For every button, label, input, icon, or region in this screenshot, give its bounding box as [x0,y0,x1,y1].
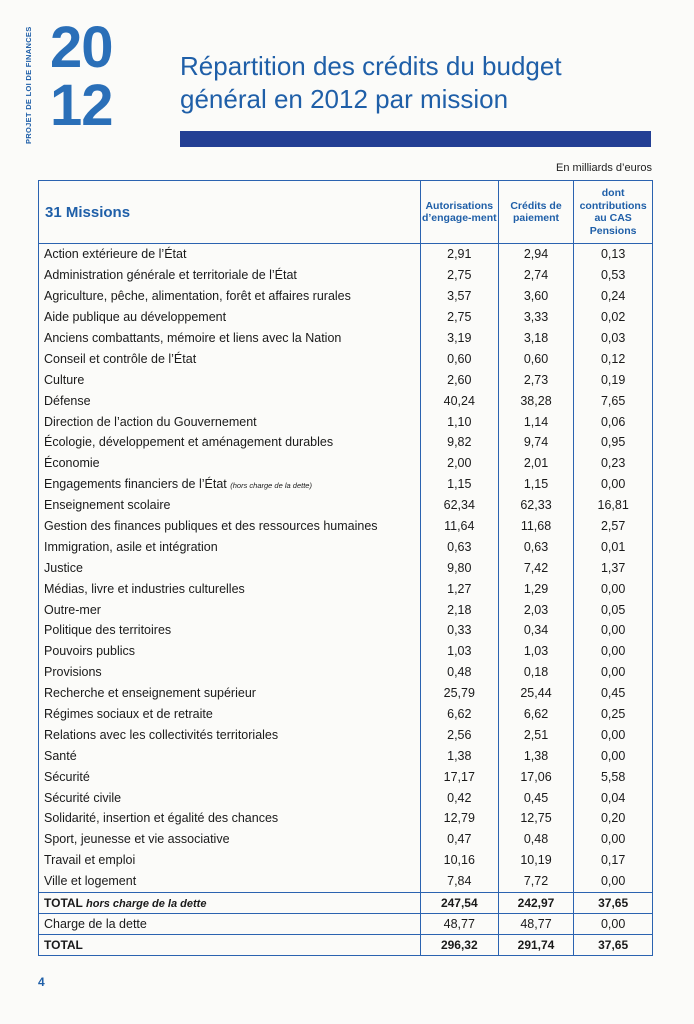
mission-ae: 11,64 [420,516,498,537]
table-row [39,766,653,787]
table-row [39,328,653,349]
mission-cas: 0,00 [574,724,653,745]
mission-cp: 62,33 [498,495,574,516]
title-line-1: Répartition des crédits du budget [180,51,562,81]
mission-cas: 0,12 [574,348,653,369]
total-cas: 37,65 [574,892,653,913]
mission-name: Sécurité civile [44,790,122,805]
mission-cp: 3,60 [498,286,574,307]
charge-cas: 0,00 [574,913,653,934]
mission-cas: 0,00 [574,871,653,892]
mission-ae: 0,60 [420,348,498,369]
mission-cas: 0,53 [574,265,653,286]
mission-ae: 10,16 [420,850,498,871]
title-line-2: général en 2012 par mission [180,84,509,114]
charge-label: Charge de la dette [44,916,147,931]
mission-ae: 1,03 [420,641,498,662]
total-row [39,892,653,913]
mission-cp: 1,29 [498,578,574,599]
mission-ae: 6,62 [420,704,498,725]
mission-label [39,307,421,328]
mission-name: Provisions [44,665,102,680]
mission-name: Pouvoirs publics [44,644,136,659]
mission-label [39,871,421,892]
grand-total-label: TOTAL [39,934,421,955]
mission-cas: 0,23 [574,453,653,474]
mission-name: Enseignement scolaire [44,498,171,513]
mission-cas: 1,37 [574,557,653,578]
mission-cas: 0,17 [574,850,653,871]
mission-cp: 0,48 [498,829,574,850]
mission-name: Solidarité, insertion et égalité des chances [44,811,279,826]
mission-cas: 0,00 [574,745,653,766]
mission-cp: 17,06 [498,766,574,787]
mission-name: Médias, livre et industries culturelles [44,581,245,596]
table-row [39,432,653,453]
mission-cas: 0,06 [574,411,653,432]
mission-ae: 1,15 [420,474,498,495]
mission-cas: 0,24 [574,286,653,307]
mission-cas: 0,95 [574,432,653,453]
mission-name: Défense [44,393,91,408]
mission-label [39,265,421,286]
mission-cp: 7,42 [498,557,574,578]
total-cp: 242,97 [498,892,574,913]
mission-label [39,432,421,453]
mission-ae: 0,47 [420,829,498,850]
mission-cas: 0,04 [574,787,653,808]
total-ae: 247,54 [420,892,498,913]
mission-cas: 7,65 [574,390,653,411]
table-row [39,704,653,725]
table-row [39,871,653,892]
table-row [39,662,653,683]
mission-ae: 7,84 [420,871,498,892]
header-missions: 31 Missions [39,181,421,244]
mission-label [39,745,421,766]
mission-cp: 2,94 [498,244,574,265]
mission-cas: 2,57 [574,516,653,537]
mission-label [39,348,421,369]
mission-ae: 3,19 [420,328,498,349]
mission-cp: 10,19 [498,850,574,871]
mission-label [39,495,421,516]
mission-cas: 0,01 [574,536,653,557]
mission-name: Écologie, développement et aménagement durables [44,435,334,450]
mission-label [39,808,421,829]
charge-cp: 48,77 [498,913,574,934]
mission-cp: 7,72 [498,871,574,892]
header-cp: Crédits de paiement [498,181,574,244]
mission-cp: 2,03 [498,599,574,620]
mission-cp: 6,62 [498,704,574,725]
mission-name: Immigration, asile et intégration [44,539,218,554]
mission-label [39,704,421,725]
mission-label [39,787,421,808]
page-title [180,50,660,116]
table-row [39,348,653,369]
title-underline-bar [180,131,651,147]
mission-name: Ville et logement [44,874,137,889]
mission-label [39,724,421,745]
total-label [39,892,421,913]
mission-cp: 0,60 [498,348,574,369]
table-row [39,244,653,265]
mission-cp: 1,38 [498,745,574,766]
mission-cas: 16,81 [574,495,653,516]
mission-cp: 2,73 [498,369,574,390]
mission-cp: 0,34 [498,620,574,641]
mission-ae: 0,63 [420,536,498,557]
mission-label [39,641,421,662]
mission-cp: 1,03 [498,641,574,662]
mission-cas: 0,13 [574,244,653,265]
mission-cas: 0,25 [574,704,653,725]
mission-label [39,829,421,850]
mission-cp: 11,68 [498,516,574,537]
mission-label [39,578,421,599]
mission-name: Politique des territoires [44,623,172,638]
mission-ae: 0,33 [420,620,498,641]
mission-name: Économie [44,456,100,471]
mission-ae: 2,75 [420,265,498,286]
mission-cp: 1,14 [498,411,574,432]
table-row [39,724,653,745]
table-row [39,390,653,411]
mission-cas: 0,03 [574,328,653,349]
mission-name: Agriculture, pêche, alimentation, forêt et affaires rurales [44,289,351,304]
mission-cas: 0,00 [574,474,653,495]
mission-label [39,286,421,307]
mission-ae: 9,82 [420,432,498,453]
mission-cas: 0,19 [574,369,653,390]
mission-cas: 0,00 [574,620,653,641]
mission-ae: 0,42 [420,787,498,808]
mission-name: Engagements financiers de l’État [44,477,227,492]
table-row [39,808,653,829]
table-row [39,474,653,495]
mission-ae: 1,10 [420,411,498,432]
mission-cp: 1,15 [498,474,574,495]
mission-cp: 3,33 [498,307,574,328]
mission-label [39,244,421,265]
mission-name: Gestion des finances publiques et des ressources humaines [44,519,378,534]
mission-label [39,599,421,620]
mission-label [39,850,421,871]
mission-ae: 2,75 [420,307,498,328]
mission-cas: 0,05 [574,599,653,620]
table-row [39,683,653,704]
mission-label [39,474,421,495]
mission-note: (hors charge de la dette) [230,481,312,491]
mission-cas: 0,00 [574,829,653,850]
mission-label [39,662,421,683]
mission-cas: 5,58 [574,766,653,787]
mission-name: Sécurité [44,769,90,784]
mission-name: Administration générale et territoriale de l’État [44,268,297,283]
mission-label [39,683,421,704]
charge-row [39,913,653,934]
table-row [39,578,653,599]
table-row [39,369,653,390]
mission-cas: 0,00 [574,641,653,662]
page-number: 4 [38,975,45,989]
year-top: 20 [50,15,113,80]
mission-cp: 9,74 [498,432,574,453]
mission-label [39,766,421,787]
mission-label [39,390,421,411]
mission-ae: 1,27 [420,578,498,599]
mission-ae: 2,18 [420,599,498,620]
mission-ae: 25,79 [420,683,498,704]
mission-label [39,516,421,537]
mission-ae: 12,79 [420,808,498,829]
table-row [39,787,653,808]
header-cas: dont contributions au CAS Pensions [574,181,653,244]
mission-label [39,411,421,432]
mission-name: Direction de l’action du Gouvernement [44,414,257,429]
mission-label [39,620,421,641]
mission-cas: 0,02 [574,307,653,328]
table-row [39,557,653,578]
table-header-row [39,181,653,244]
table-row [39,850,653,871]
table-row [39,641,653,662]
mission-cp: 0,63 [498,536,574,557]
unit-note: En milliards d’euros [556,162,652,174]
mission-cp: 12,75 [498,808,574,829]
mission-cp: 2,74 [498,265,574,286]
table-row [39,286,653,307]
mission-name: Action extérieure de l’État [44,247,187,262]
mission-ae: 0,48 [420,662,498,683]
table-row [39,453,653,474]
mission-ae: 2,00 [420,453,498,474]
year-bottom: 12 [50,73,113,138]
grand-total-row [39,934,653,955]
mission-name: Conseil et contrôle de l’État [44,351,197,366]
mission-ae: 40,24 [420,390,498,411]
mission-cas: 0,20 [574,808,653,829]
charge-ae: 48,77 [420,913,498,934]
total-note: hors charge de la dette [86,897,207,910]
mission-cp: 25,44 [498,683,574,704]
mission-name: Outre-mer [44,602,101,617]
table-row [39,307,653,328]
mission-name: Régimes sociaux et de retraite [44,707,213,722]
budget-table [38,180,653,956]
mission-label [39,536,421,557]
mission-name: Justice [44,560,83,575]
mission-name: Santé [44,748,77,763]
mission-name: Anciens combattants, mémoire et liens avec la Nation [44,331,342,345]
total-label-text: TOTAL [44,895,83,910]
table-row [39,620,653,641]
mission-ae: 9,80 [420,557,498,578]
mission-ae: 2,56 [420,724,498,745]
table-row [39,536,653,557]
mission-ae: 1,38 [420,745,498,766]
table-row [39,411,653,432]
mission-cas: 0,45 [574,683,653,704]
table-row [39,495,653,516]
mission-cp: 0,18 [498,662,574,683]
mission-ae: 2,60 [420,369,498,390]
grand-total-cp: 291,74 [498,934,574,955]
mission-cp: 38,28 [498,390,574,411]
mission-label [39,369,421,390]
mission-ae: 17,17 [420,766,498,787]
mission-ae: 3,57 [420,286,498,307]
mission-cas: 0,00 [574,578,653,599]
mission-cp: 0,45 [498,787,574,808]
mission-name: Aide publique au développement [44,310,227,325]
mission-cp: 3,18 [498,328,574,349]
mission-name: Sport, jeunesse et vie associative [44,832,230,847]
mission-name: Relations avec les collectivités territoriales [44,727,279,742]
table-row [39,599,653,620]
mission-ae: 62,34 [420,495,498,516]
mission-name: Travail et emploi [44,853,136,868]
mission-cas: 0,00 [574,662,653,683]
table-row [39,829,653,850]
mission-label [39,453,421,474]
side-label: PROJET DE LOI DE FINANCES [24,26,33,144]
mission-cp: 2,01 [498,453,574,474]
table-row [39,516,653,537]
mission-label [39,557,421,578]
grand-total-cas: 37,65 [574,934,653,955]
header-ae: Autorisations d’engage-ment [420,181,498,244]
grand-total-ae: 296,32 [420,934,498,955]
mission-ae: 2,91 [420,244,498,265]
mission-label [39,328,421,349]
mission-name: Recherche et enseignement supérieur [44,686,256,701]
mission-cp: 2,51 [498,724,574,745]
table-row [39,745,653,766]
mission-name: Culture [44,372,85,387]
table-row [39,265,653,286]
year-mark [50,15,113,138]
